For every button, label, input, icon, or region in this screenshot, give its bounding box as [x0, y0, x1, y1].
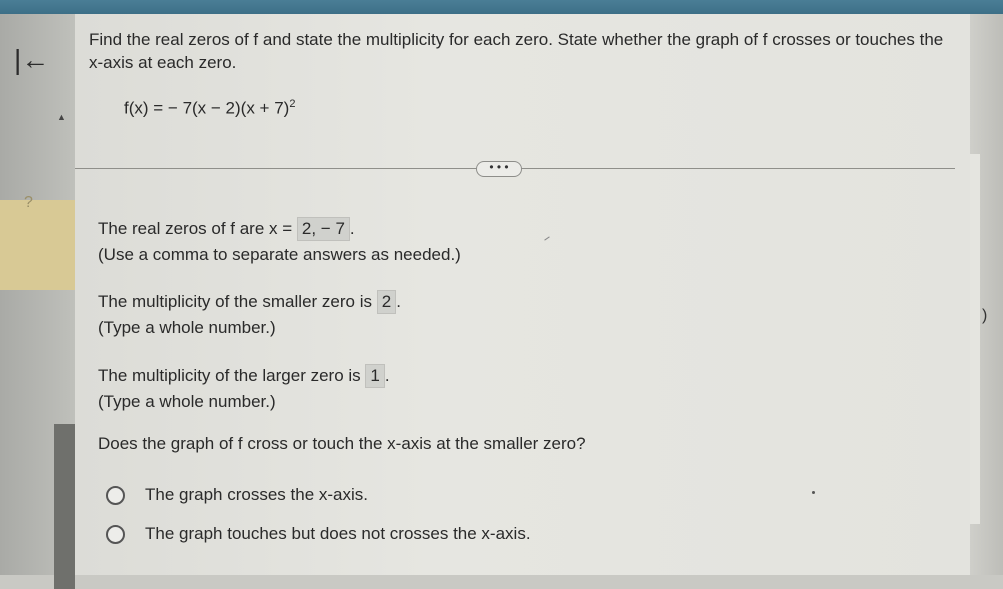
function-exponent: 2 — [289, 98, 296, 110]
zeros-answer-field[interactable]: 2, − 7 — [297, 217, 350, 241]
right-pad — [970, 154, 980, 524]
option-touches[interactable] — [106, 524, 531, 544]
larger-multiplicity-field[interactable]: 1 — [365, 364, 384, 388]
larger-multiplicity-hint: (Type a whole number.) — [98, 392, 276, 411]
help-panel[interactable] — [0, 200, 75, 290]
left-sidebar — [0, 14, 75, 575]
stray-dot — [812, 491, 815, 494]
radio-button[interactable] — [106, 525, 125, 544]
back-arrow-icon[interactable]: |← — [14, 44, 50, 75]
option-label: The graph crosses the x-axis. — [145, 485, 368, 504]
function-expression — [124, 98, 295, 119]
smaller-multiplicity-line — [98, 290, 401, 314]
radio-button[interactable] — [106, 486, 125, 505]
smaller-multiplicity-prefix: The multiplicity of the smaller zero is — [98, 292, 372, 311]
zeros-hint: (Use a comma to separate answers as needed.) — [98, 245, 461, 264]
smaller-multiplicity-field[interactable]: 2 — [377, 290, 396, 314]
sidebar-shade — [54, 424, 75, 589]
smaller-multiplicity-suffix: . — [396, 292, 401, 311]
paren-glyph: ) — [982, 307, 988, 324]
right-strip — [970, 14, 1003, 575]
zeros-suffix: . — [349, 219, 355, 238]
top-bar — [0, 0, 1003, 14]
zeros-prefix: The real zeros of f are x = — [98, 219, 293, 238]
function-body: f(x) = − 7(x − 2)(x + 7) — [124, 98, 290, 118]
help-icon[interactable]: ? — [24, 194, 33, 211]
larger-multiplicity-prefix: The multiplicity of the larger zero is — [98, 366, 361, 385]
more-button[interactable]: • • • — [476, 161, 522, 177]
collapse-arrow-icon[interactable]: ▲ — [57, 112, 66, 122]
cross-question: Does the graph of f cross or touch the x-axis at the smaller zero? — [98, 434, 586, 453]
larger-multiplicity-line — [98, 364, 390, 388]
zeros-line — [98, 217, 355, 241]
smaller-multiplicity-hint: (Type a whole number.) — [98, 318, 276, 337]
larger-multiplicity-suffix: . — [384, 366, 390, 385]
option-crosses[interactable] — [106, 485, 368, 505]
question-text: Find the real zeros of f and state the multiplicity for each zero. State whether the graph of f crosses or touches the x-axis at each zero. — [89, 30, 944, 72]
option-label: The graph touches but does not crosses the x-axis. — [145, 524, 531, 543]
